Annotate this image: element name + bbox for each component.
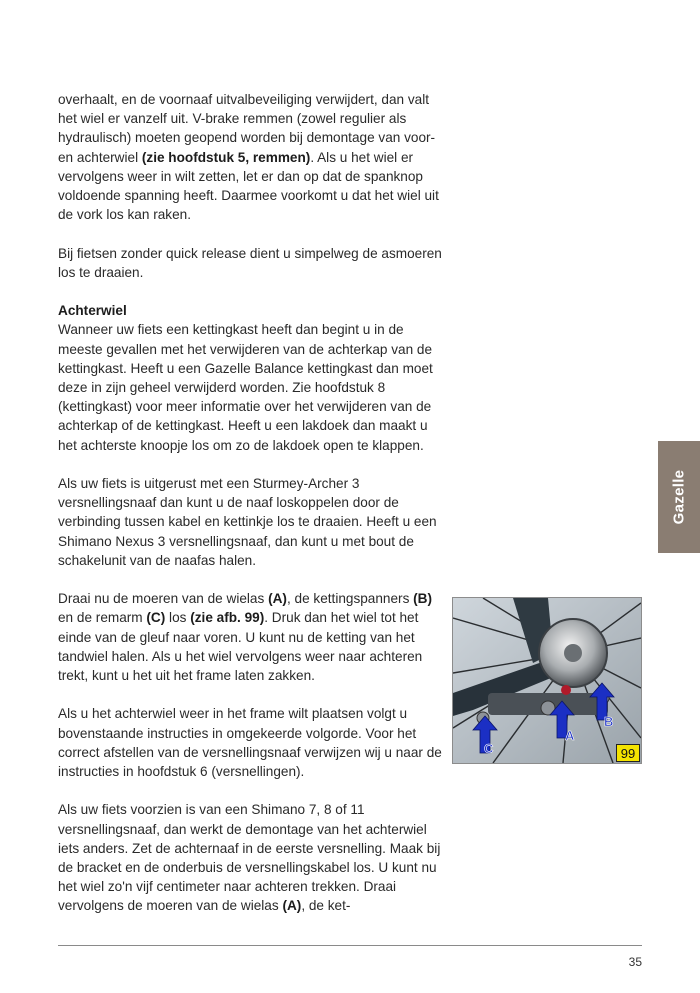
text: , de kettingspanners xyxy=(286,591,414,607)
ref-c: (C) xyxy=(146,610,166,626)
text: Als uw fiets voorzien is van een Shimano 7, 8 of 11 versnellingsnaaf, dan werkt de demontage van het achterwiel iets anders. Zet de achternaaf in de eerste versnelling. Maak bij de bracket en de onderbuis de versnellingskabel los. U kunt nu het wiel zo'n vijf centimeter naar achteren trekken. Draai vervolgens de moeren van de wielas xyxy=(58,802,441,914)
text: , de ket- xyxy=(301,898,351,914)
body-text-column xyxy=(58,90,443,935)
ref-a: (A) xyxy=(282,898,302,914)
footer-rule xyxy=(58,945,642,946)
red-bolt xyxy=(561,685,571,695)
paragraph-1 xyxy=(58,90,443,224)
ref-b: (B) xyxy=(413,591,433,607)
paragraph-4: Als uw fiets is uitgerust met een Sturmey-Archer 3 versnellingsnaaf dan kunt u de naaf loskoppelen door de verbinding tussen kabel en kettinkje los te draaien. Heeft u een Shimano Nexus 3 versnellingsnaaf, dan kunt u met bout de schakelunit van de naafas halen. xyxy=(58,476,437,568)
paragraph-6: Als u het achterwiel weer in het frame wilt plaatsen volgt u bovenstaande instructies in omgekeerde volgorde. Voor het correct afstellen van de versnellingsnaaf verwijzen wij u naar de instructies in hoofdstuk 6 (versnellingen). xyxy=(58,706,442,780)
paragraph-3: Wanneer uw fiets een kettingkast heeft dan begint u in de meeste gevallen met het verwijderen van de achterkap van de kettingkast. Heeft u een Gazelle Balance kettingkast dan moet deze in zijn geheel verwijderd worden. Zie hoofdstuk 8 (kettingkast) voor meer informatie over het verwijderen van de achterkap of de kettingkast. Heeft u een lakdoek dan maakt u het achterste knoopje los om zo de lakdoek open te klappen. xyxy=(58,322,433,453)
chapter-reference: (zie hoofdstuk 5, remmen) xyxy=(141,149,311,165)
text: en de remarm xyxy=(58,610,147,626)
brand-tab-label: Gazelle xyxy=(670,469,688,525)
text: los xyxy=(165,610,191,626)
figure-99-photo xyxy=(452,597,642,764)
hub-center xyxy=(564,644,582,662)
figure-reference: (zie afb. 99) xyxy=(190,610,265,626)
text: . Druk dan het wiel tot het einde van de gleuf naar voren. U kunt nu de ketting van het tandwiel halen. Als u het wiel vervolgens weer naar achteren trekt, kunt u het uit het frame laten zakken. xyxy=(58,610,423,684)
paragraph-5 xyxy=(58,589,443,685)
label-c: C xyxy=(484,741,494,756)
label-a: A xyxy=(565,728,575,743)
paragraph-7 xyxy=(58,800,443,915)
brand-side-tab xyxy=(658,441,700,553)
ref-a: (A) xyxy=(268,591,287,607)
paragraph-1-text: overhaalt, en de voornaaf uitvalbeveiliging verwijdert, dan valt het wiel er vanzelf uit. V-brake remmen (zowel regulier als hydraulisch) moeten geopend worden bij demontage van voor- en achterwiel xyxy=(58,92,436,165)
rear-hub-illustration xyxy=(453,598,641,763)
label-b: B xyxy=(604,714,614,729)
paragraph-1-text-end: . Als u het wiel er vervolgens weer in wilt zetten, let er dan op dat de spanknop voldoende spanning heeft. Daarmee voorkomt u dat het wiel uit de vork los kan raken. xyxy=(58,149,439,223)
page-number: 35 xyxy=(628,955,642,969)
figure-number-badge: 99 xyxy=(616,744,640,762)
paragraph-2: Bij fietsen zonder quick release dient u simpelweg de asmoeren los te draaien. xyxy=(58,245,442,280)
section-achterwiel xyxy=(58,301,443,455)
text: Draai nu de moeren van de wielas xyxy=(58,591,269,607)
section-heading: Achterwiel xyxy=(58,303,127,319)
